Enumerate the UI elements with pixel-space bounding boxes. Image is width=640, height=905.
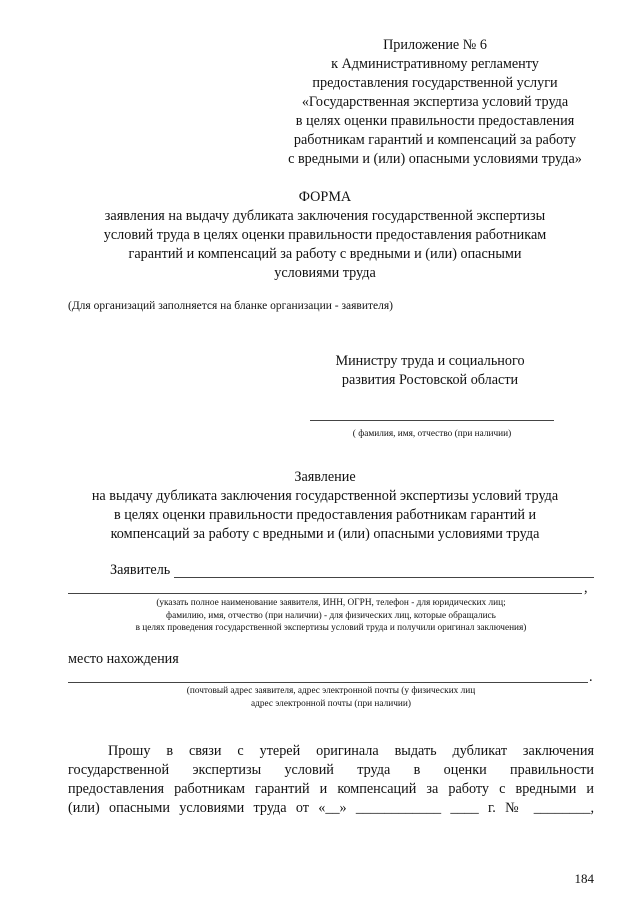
applicant-hint-line: фамилию, имя, отчество (при наличии) - для физических лиц, которые обращались bbox=[166, 610, 496, 621]
statement-title: Заявление bbox=[294, 469, 356, 485]
location-hint-line: (почтовый адрес заявителя, адрес электронной почты (у физических лиц bbox=[186, 686, 476, 696]
appendix-header bbox=[270, 36, 600, 169]
recipient-line: развития Ростовской области bbox=[341, 372, 519, 388]
form-subtitle-line: условиями труда bbox=[274, 265, 376, 281]
appendix-line: Приложение № 6 bbox=[383, 37, 487, 53]
letterhead-note: (Для организаций заполняется на бланке организации - заявителя) bbox=[68, 300, 393, 312]
appendix-line: предоставления государственной услуги bbox=[312, 75, 558, 91]
form-title-block bbox=[60, 188, 590, 283]
recipient-name-field[interactable] bbox=[310, 420, 554, 421]
appendix-line: «Государственная экспертиза условий труда bbox=[301, 94, 569, 110]
form-subtitle-line: гарантий и компенсаций за работу с вредными и (или) опасными bbox=[128, 246, 522, 262]
location-field[interactable] bbox=[68, 682, 588, 683]
request-line: предоставления работникам гарантий и компенсаций за работу с вредными и bbox=[68, 781, 594, 797]
applicant-hint-line: в целях проведения государственной экспертизы условий труда и получили оригинал заключения) bbox=[135, 623, 527, 633]
recipient-block bbox=[320, 352, 540, 390]
applicant-comma: , bbox=[584, 580, 588, 596]
statement-line: компенсаций за работу с вредными и (или) опасными условиями труда bbox=[110, 526, 540, 542]
form-title: ФОРМА bbox=[298, 189, 352, 205]
location-hint-line: адрес электронной почты (при наличии) bbox=[251, 698, 411, 709]
appendix-line: работникам гарантий и компенсаций за работу bbox=[293, 132, 577, 148]
applicant-hint-line: (указать полное наименование заявителя, ИНН, ОГРН, телефон - для юридических лиц; bbox=[156, 598, 506, 608]
request-line: государственной экспертизы условий труда в оценки правильности bbox=[68, 762, 594, 778]
statement-title-block bbox=[60, 468, 590, 544]
appendix-line: с вредными и (или) опасными условиями труда» bbox=[288, 151, 582, 167]
statement-line: на выдачу дубликата заключения государственной экспертизы условий труда bbox=[91, 488, 559, 504]
applicant-field-continued[interactable] bbox=[68, 593, 582, 594]
page-number: 184 bbox=[574, 871, 594, 886]
applicant-hint bbox=[68, 597, 594, 635]
request-line: (или) опасными условиями труда от «__» ____________ ____ г. № ________, bbox=[68, 800, 594, 816]
request-paragraph bbox=[68, 742, 594, 818]
applicant-label: Заявитель bbox=[110, 562, 171, 578]
applicant-field[interactable] bbox=[174, 577, 594, 578]
location-hint bbox=[68, 685, 594, 710]
form-subtitle-line: условий труда в целях оценки правильности предоставления работникам bbox=[103, 227, 547, 243]
statement-line: в целях оценки правильности предоставления работникам гарантий и bbox=[113, 507, 537, 523]
location-period: . bbox=[589, 669, 593, 685]
request-line: Прошу в связи с утерей оригинала выдать дубликат заключения bbox=[108, 743, 594, 759]
recipient-name-hint: ( фамилия, имя, отчество (при наличии) bbox=[352, 429, 512, 439]
form-subtitle-line: заявления на выдачу дубликата заключения государственной экспертизы bbox=[104, 208, 546, 224]
appendix-line: к Административному регламенту bbox=[331, 56, 539, 72]
recipient-line: Министру труда и социального bbox=[335, 353, 525, 369]
appendix-line: в целях оценки правильности предоставления bbox=[295, 113, 575, 129]
location-label: место нахождения bbox=[68, 651, 179, 667]
